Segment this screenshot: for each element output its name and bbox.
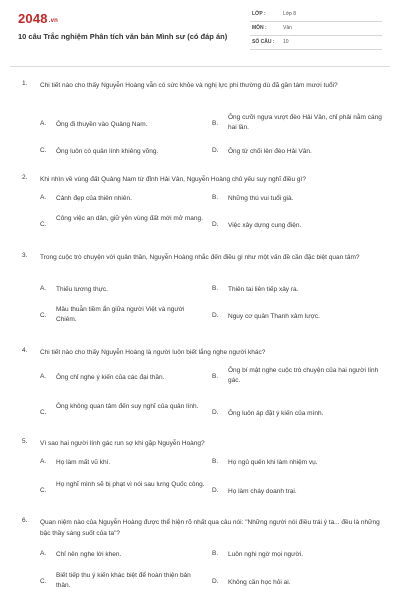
option-text: Luôn nghi ngờ mọi người. [228, 551, 304, 558]
option-text: Ông bí mật nghe cuộc trò chuyện của hai người lính gác. [228, 367, 379, 384]
question-number: 3. [22, 252, 28, 259]
option-letter: A. [40, 373, 47, 380]
option-text: Việc xây dựng cung điện. [228, 222, 302, 229]
meta-value: 10 [283, 39, 289, 45]
option-letter: C. [40, 487, 47, 494]
option-text: Ông luôn áp đặt ý kiến của mình. [228, 410, 324, 417]
meta-label: LỚP : [252, 11, 266, 17]
option-text: Biết tiếp thu ý kiến khác biệt để hoàn thiện bản thân. [56, 572, 191, 589]
option-text: Những thú vui tuổi già. [228, 195, 294, 202]
meta-row-subject [250, 22, 382, 36]
option-text: Họ làm mất vũ khí. [56, 459, 111, 466]
question-number: 2. [22, 174, 28, 181]
meta-value: Lớp 8 [283, 11, 297, 17]
option-text: Nguy cơ quân Thanh xâm lược. [228, 313, 320, 320]
option-letter: B. [212, 550, 219, 557]
question-text: Khi nhìn về vùng đất Quảng Nam từ đỉnh Hải Vân, Nguyễn Hoàng chủ yếu suy nghĩ điều gì? [40, 176, 306, 183]
option-letter: D. [212, 487, 219, 494]
option-letter: D. [212, 409, 219, 416]
option-text: Ông không quan tâm đến suy nghĩ của quân lính. [56, 403, 199, 410]
meta-value: Văn [283, 25, 292, 31]
option-text: Không cần học hỏi ai. [228, 579, 291, 586]
question-text: Trong cuộc trò chuyện với quân thần, Nguyễn Hoàng nhắc đến điều gì như một vấn đề cần đặc biệt quan tâm? [40, 254, 360, 261]
option-letter: A. [40, 120, 47, 127]
option-text: Công việc an dân, giữ yên vùng đất mới mở mang. [56, 215, 203, 222]
question-text: Vì sao hai người lính gác run sợ khi gặp Nguyễn Hoàng? [40, 440, 205, 447]
option-letter: C. [40, 578, 47, 585]
option-letter: C. [40, 221, 47, 228]
question-number: 5. [22, 438, 28, 445]
option-letter: D. [212, 147, 219, 154]
option-letter: A. [40, 285, 47, 292]
logo-tld: .vn [48, 18, 59, 24]
option-letter: D. [212, 578, 219, 585]
question-text: Chi tiết nào cho thấy Nguyễn Hoàng vẫn có sức khỏe và nghị lực phi thường dù đã gần tám mươi tuổi? [40, 82, 338, 89]
header-divider [10, 66, 390, 67]
option-letter: C. [40, 312, 47, 319]
option-letter: D. [212, 312, 219, 319]
option-text: Thiếu lương thực. [56, 286, 108, 293]
option-text: Chỉ nên nghe lời khen. [56, 551, 122, 558]
option-letter: D. [212, 221, 219, 228]
option-letter: A. [40, 194, 47, 201]
document-title: 10 câu Trắc nghiệm Phân tích văn bản Mình sư (có đáp án) [18, 32, 228, 41]
meta-row-grade [250, 8, 382, 22]
meta-label: SỐ CÂU : [252, 39, 275, 45]
option-text: Thiên tai liên tiếp xảy ra. [228, 286, 299, 293]
question-number: 1. [22, 80, 28, 87]
option-letter: A. [40, 458, 47, 465]
site-logo[interactable] [18, 11, 58, 26]
option-text: Ông cưỡi ngựa vượt đèo Hải Vân, chỉ phải nằm cáng hai lần. [228, 114, 382, 131]
question-number: 4. [22, 347, 28, 354]
question-text: Quan niệm nào của Nguyễn Hoàng được thể hiện rõ nhất qua câu nói: "Những người nói điều trái ý ta... đều là những bậc thầy sáng suốt của ta"? [40, 519, 380, 537]
option-letter: B. [212, 194, 219, 201]
document-header [0, 0, 400, 62]
option-letter: B. [212, 120, 219, 127]
option-text: Ông đi thuyền vào Quảng Nam. [56, 121, 148, 128]
logo-main: 2048 [18, 11, 48, 26]
question-number: 6. [22, 517, 28, 524]
option-letter: C. [40, 147, 47, 154]
question-text: Chi tiết nào cho thấy Nguyễn Hoàng là người luôn biết lắng nghe người khác? [40, 349, 266, 356]
option-letter: B. [212, 373, 219, 380]
meta-row-count [250, 36, 382, 50]
option-letter: C. [40, 409, 47, 416]
option-letter: A. [40, 550, 47, 557]
option-text: Cảnh đẹp của thiên nhiên. [56, 195, 132, 202]
option-text: Ông luôn có quân lính khiêng võng. [56, 148, 159, 155]
meta-info-box [250, 8, 382, 50]
option-text: Họ ngủ quên khi làm nhiệm vụ. [228, 459, 318, 466]
option-letter: B. [212, 458, 219, 465]
meta-label: MÔN : [252, 25, 267, 31]
option-letter: B. [212, 285, 219, 292]
option-text: Mâu thuẫn tiềm ẩn giữa người Việt và người Chiêm. [56, 306, 185, 323]
option-text: Họ nghĩ mình sẽ bị phạt vì nói sau lưng Quốc công. [56, 481, 205, 488]
option-text: Họ làm cháy doanh trại. [228, 488, 297, 495]
option-text: Ông chỉ nghe ý kiến của các đại thần. [56, 374, 165, 381]
option-text: Ông từ chối lên đèo Hải Vân. [228, 148, 312, 155]
